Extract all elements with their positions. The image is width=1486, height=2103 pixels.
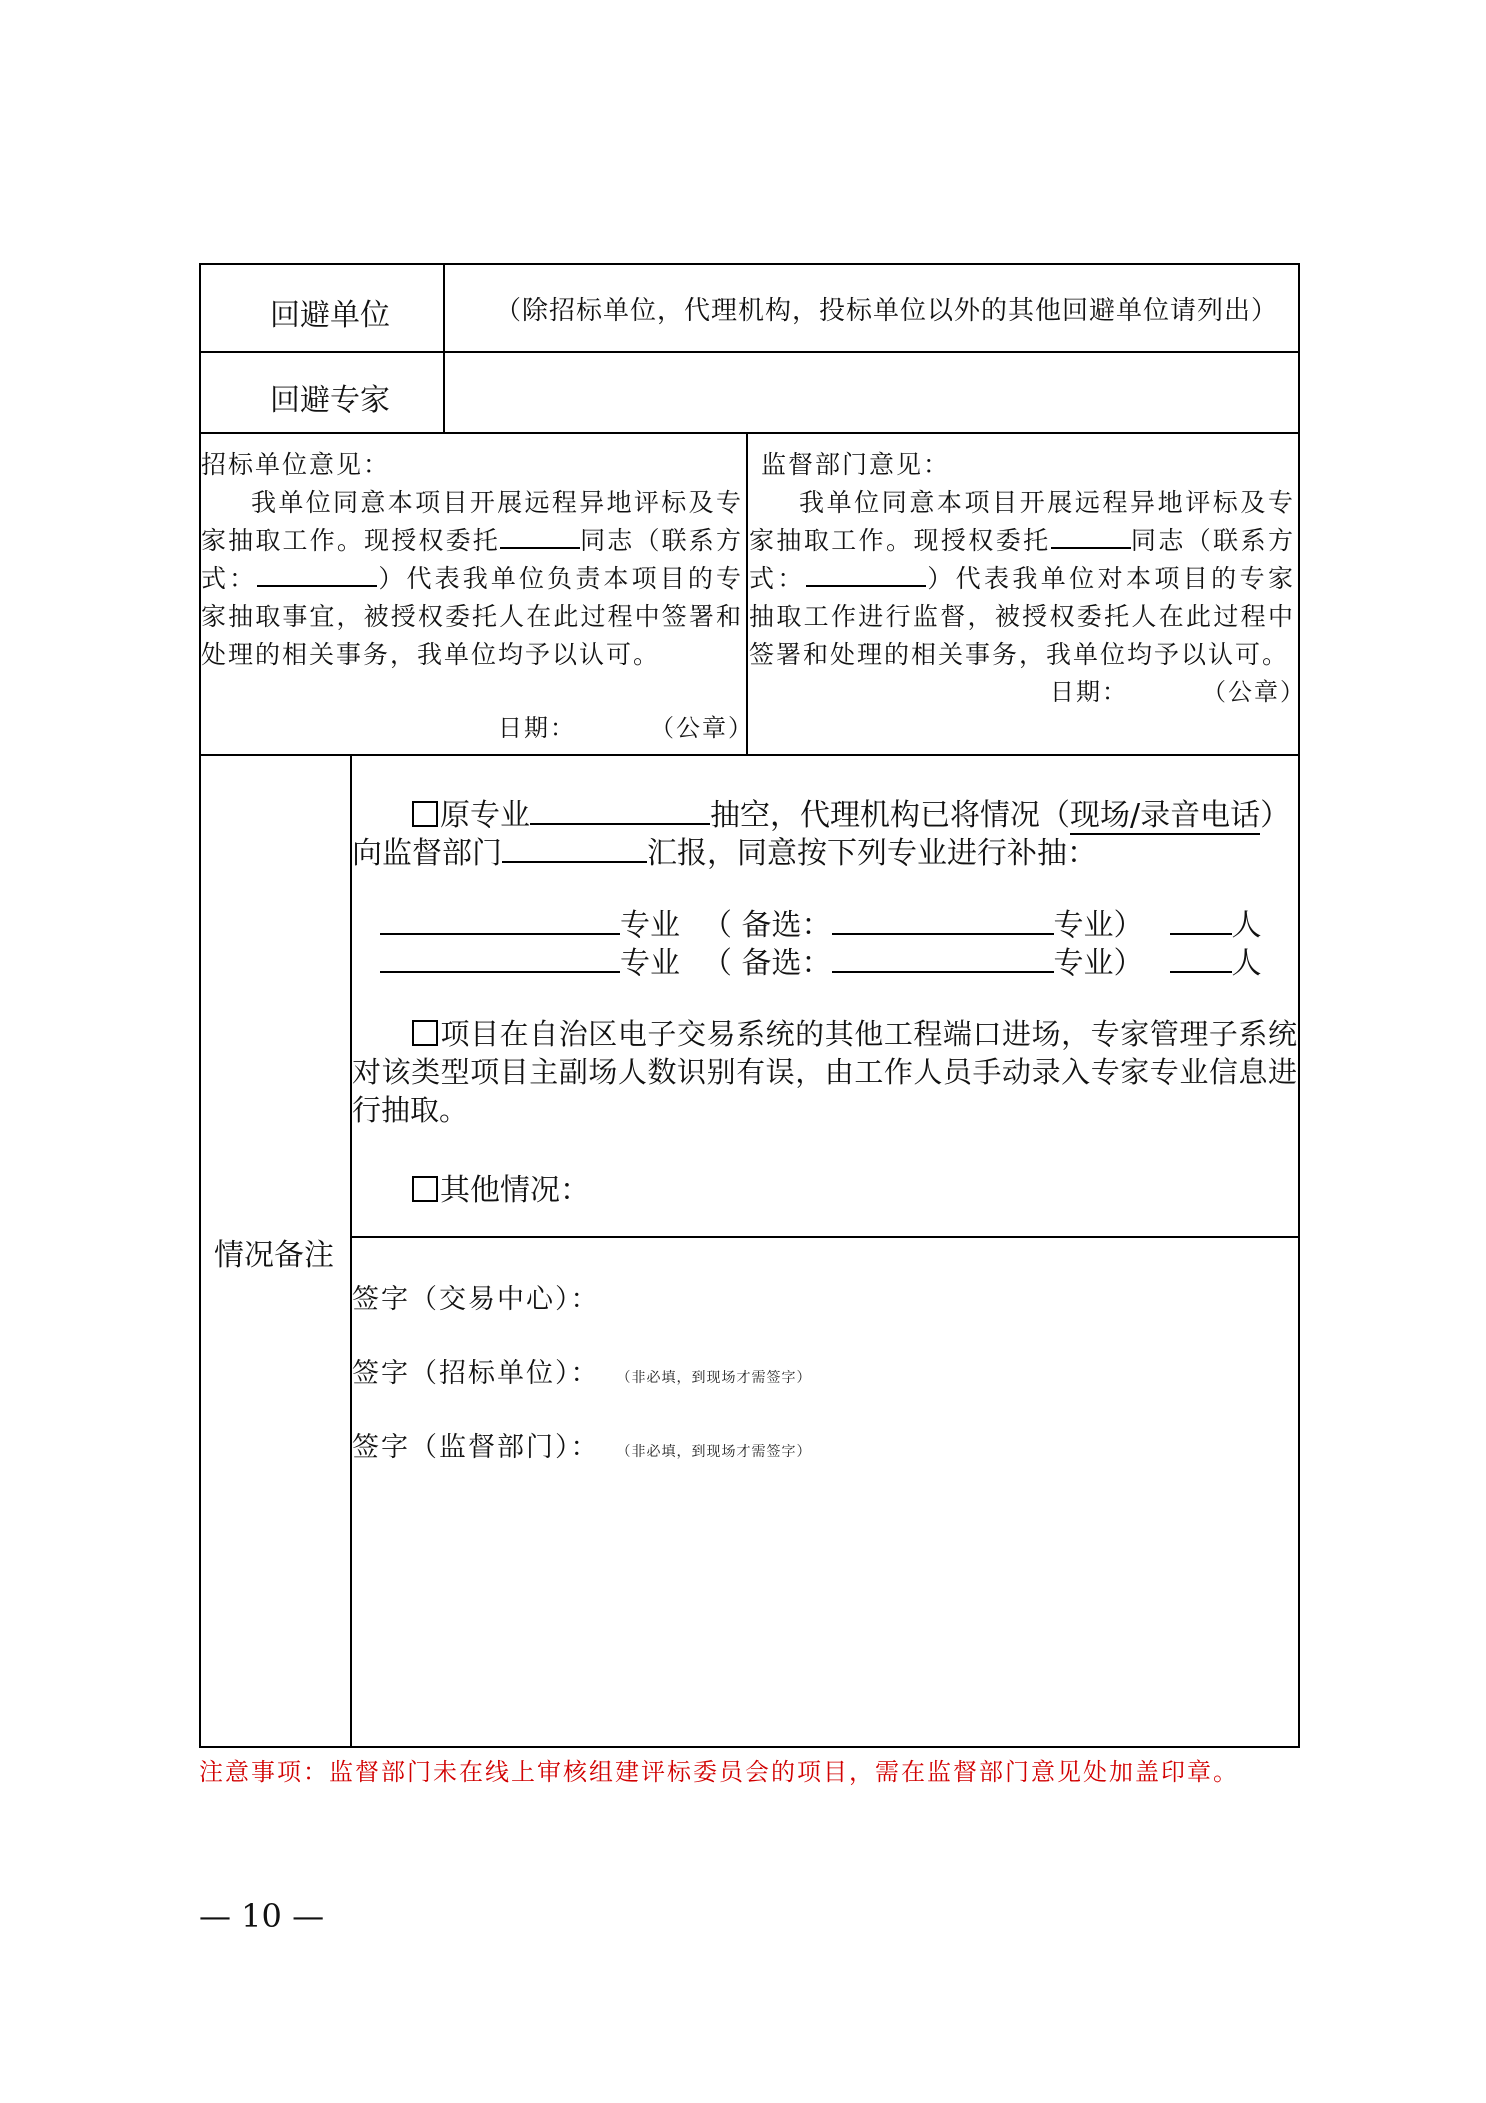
- supervisor-contact-field[interactable]: [806, 561, 926, 587]
- signature-tenderer[interactable]: [352, 1351, 812, 1390]
- signature-tenderer-label: 签字（招标单位）：: [352, 1358, 600, 1389]
- supplement-major-field-1[interactable]: [380, 903, 620, 935]
- person-count-field-1[interactable]: [1170, 903, 1232, 935]
- supplement-major-field-2[interactable]: [380, 941, 620, 973]
- tenderer-seal-label: （公章）: [650, 714, 754, 742]
- supervisor-opinion: [749, 446, 1295, 674]
- supervisor-delegate-name-field[interactable]: [1051, 523, 1131, 549]
- row-divider-3: [199, 754, 1300, 756]
- signature-trading-center-label: 签字（交易中心）：: [352, 1284, 600, 1315]
- option-1-text-d: ）: [1260, 798, 1291, 833]
- major-label: 专业: [620, 946, 680, 981]
- supervisor-dept-field[interactable]: [502, 831, 647, 863]
- supervisor-date-label: 日期：: [1050, 678, 1128, 706]
- option-1-text-e: 向监督部门: [352, 836, 502, 871]
- person-label: 人: [1231, 946, 1262, 981]
- col-divider-top: [443, 263, 445, 433]
- option-2-checkbox[interactable]: [412, 1020, 438, 1046]
- alternate-major-field-1[interactable]: [832, 903, 1054, 935]
- tenderer-date-label: 日期：: [498, 714, 576, 742]
- option-3: [412, 1165, 590, 1209]
- page-number: — 10 —: [199, 1897, 325, 1935]
- table-bottom-border: [199, 1746, 1300, 1748]
- option-2-text: 项目在自治区电子交易系统的其他工程端口进场，专家管理子系统对该类型项目主副场人数识别有误，由工作人员手动录入专家专业信息进行抽取。: [352, 1017, 1297, 1127]
- option-1-checkbox[interactable]: [412, 801, 438, 827]
- supervisor-opinion-text-1: 我单位同意本项目开展远程异地评标及专家抽取工作。现授权委托: [749, 488, 1295, 555]
- option-1-text-a: 原专业: [440, 798, 530, 833]
- signature-trading-center[interactable]: [352, 1277, 600, 1316]
- avoid-expert-field[interactable]: [446, 353, 1296, 431]
- signature-supervisor-hint: （非必填，到现场才需签字）: [623, 1444, 812, 1460]
- supervisor-seal-label: （公章）: [1202, 678, 1306, 706]
- person-label: 人: [1231, 908, 1262, 943]
- option-1-text-b: 抽空，代理机构已将情况（: [710, 798, 1070, 833]
- option-2: [352, 1015, 1297, 1129]
- avoid-expert-label: 回避专家: [270, 383, 390, 418]
- option-3-checkbox[interactable]: [412, 1176, 438, 1202]
- alt-major-label: 专业）: [1053, 908, 1144, 943]
- remarks-label: 情况备注: [214, 1238, 334, 1273]
- alt-open-label: （ 备选：: [702, 946, 832, 981]
- signature-tenderer-hint: （非必填，到现场才需签字）: [623, 1370, 812, 1386]
- avoid-unit-value[interactable]: （除招标单位，代理机构，投标单位以外的其他回避单位请列出）: [495, 296, 1279, 326]
- option-1-line-2: [352, 828, 1097, 872]
- major-label: 专业: [620, 908, 680, 943]
- supervisor-opinion-text-2: 同志（联系方式：: [749, 526, 1295, 593]
- tenderer-opinion: [201, 446, 743, 674]
- table-right-border: [1298, 263, 1300, 1748]
- tenderer-contact-field[interactable]: [257, 561, 377, 587]
- table-top-border: [199, 263, 1300, 265]
- supervisor-opinion-text-3: ）代表我单位对本项目的专家抽取工作进行监督，被授权委托人在此过程中签署和处理的相关事务，我单位均予以认可。: [749, 564, 1295, 669]
- tenderer-opinion-text-2: 同志（联系方式：: [201, 526, 743, 593]
- notice-text: 注意事项：监督部门未在线上审核组建评标委员会的项目，需在监督部门意见处加盖印章。: [199, 1758, 1239, 1786]
- person-count-field-2[interactable]: [1170, 941, 1232, 973]
- tenderer-delegate-name-field[interactable]: [500, 523, 580, 549]
- alternate-major-field-2[interactable]: [832, 941, 1054, 973]
- avoid-unit-label: 回避单位: [270, 298, 390, 333]
- supplement-row-2: [380, 938, 1262, 982]
- option-1-text-c: 现场/录音电话: [1070, 798, 1261, 833]
- original-major-field[interactable]: [530, 793, 710, 825]
- option-1-text-f: 汇报，同意按下列专业进行补抽：: [647, 836, 1097, 871]
- option-3-text: 其他情况：: [440, 1173, 590, 1208]
- tenderer-opinion-text-1: 我单位同意本项目开展远程异地评标及专家抽取工作。现授权委托: [201, 488, 743, 555]
- alt-major-label: 专业）: [1053, 946, 1144, 981]
- remarks-divider: [350, 1236, 1300, 1238]
- signature-supervisor-label: 签字（监督部门）：: [352, 1432, 600, 1463]
- alt-open-label: （ 备选：: [702, 908, 832, 943]
- signature-supervisor[interactable]: [352, 1425, 812, 1464]
- supervisor-opinion-title: 监督部门意见：: [761, 450, 951, 479]
- tenderer-opinion-text-3: ）代表我单位负责本项目的专家抽取事宜，被授权委托人在此过程中签署和处理的相关事务，我单位均予以认可。: [201, 564, 743, 669]
- row-divider-2: [199, 432, 1300, 434]
- col-divider-opinions: [746, 432, 748, 755]
- col-divider-remarks: [350, 754, 352, 1747]
- tenderer-opinion-title: 招标单位意见：: [201, 450, 391, 479]
